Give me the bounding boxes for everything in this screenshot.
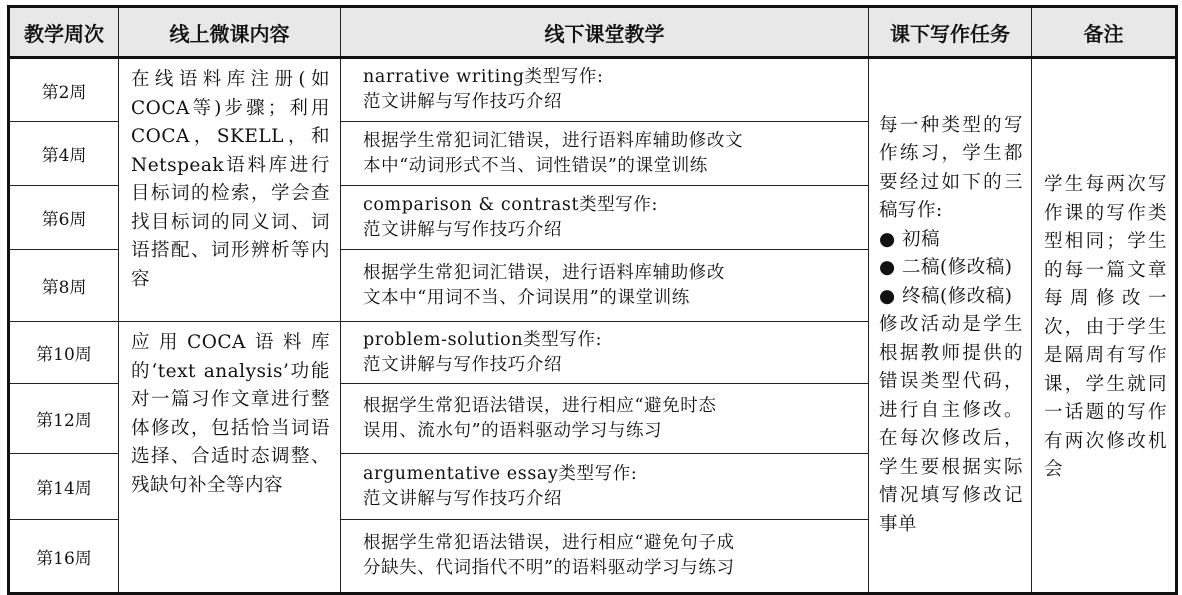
writing-task-cell: [869, 58, 1032, 594]
task-draft-2: ● 二稿(修改稿): [879, 257, 1013, 279]
header-online: 线上微课内容: [119, 7, 341, 58]
task-draft-1: ● 初稿: [879, 228, 941, 250]
classroom-cell: [341, 122, 869, 186]
classroom-line: 范文讲解与写作技巧介绍: [363, 488, 563, 509]
classroom-line: comparison & contrast类型写作:: [363, 194, 658, 215]
classroom-line: 分缺失、代词指代不明”的语料驱动学习与练习: [363, 558, 735, 578]
classroom-line: argumentative essay类型写作:: [363, 463, 638, 484]
header-classroom: 线下课堂教学: [341, 7, 869, 58]
task-intro: 每一种类型的写作练习，学生都要经过如下的三稿写作:: [879, 114, 1023, 222]
week-cell: 第10周: [9, 322, 119, 384]
note-text: 学生每两次写作课的写作类型相同；学生的每一篇文章每周修改一次，由于学生是隔周有写作课，学生就同一话题的写作有两次修改机会: [1044, 174, 1167, 481]
classroom-line: problem-solution类型写作:: [363, 329, 603, 350]
note-cell: [1032, 58, 1177, 594]
classroom-cell: [341, 186, 869, 250]
online-text: 应用COCA语料库的‘text analysis’功能对一篇习作文章进行整体修改，包括恰当词语选择、合适时态调整、残缺句补全等内容: [131, 332, 330, 496]
header-task: 课下写作任务: [869, 7, 1032, 58]
classroom-line: 范文讲解与写作技巧介绍: [363, 354, 563, 375]
classroom-line: 文本中“用词不当、介词误用”的课堂训练: [363, 287, 690, 308]
online-content-1: [119, 58, 341, 322]
classroom-cell: [341, 384, 869, 454]
task-outro: 修改活动是学生根据教师提供的错误类型代码，进行自主修改。在每次修改后，学生要根据实际情况填写修改记事单: [879, 314, 1023, 535]
week-cell: 第4周: [9, 122, 119, 186]
classroom-line: 根据学生常犯语法错误，进行相应“避免句子成: [363, 533, 735, 553]
classroom-cell: [341, 322, 869, 384]
table-row: [9, 58, 1177, 122]
schedule-table: [7, 5, 1178, 595]
classroom-cell: [341, 454, 869, 520]
classroom-line: narrative writing类型写作:: [363, 67, 604, 87]
classroom-cell: [341, 520, 869, 594]
classroom-line: 根据学生常犯语法错误，进行相应“避免时态: [363, 395, 717, 416]
week-cell: 第6周: [9, 186, 119, 250]
online-content-2: [119, 322, 341, 594]
teaching-schedule: [7, 5, 1175, 589]
week-cell: 第2周: [9, 58, 119, 122]
week-cell: 第8周: [9, 250, 119, 322]
classroom-line: 本中“动词形式不当、词性错误”的课堂训练: [363, 155, 708, 176]
classroom-line: 根据学生常犯词汇错误，进行语料库辅助修改文: [363, 130, 744, 151]
week-cell: 第14周: [9, 454, 119, 520]
header-row: [9, 7, 1177, 58]
classroom-line: 误用、流水句”的语料驱动学习与练习: [363, 420, 663, 441]
classroom-line: 范文讲解与写作技巧介绍: [363, 219, 563, 240]
week-cell: 第12周: [9, 384, 119, 454]
online-text: 在线语料库注册(如COCA等)步骤；利用COCA，SKELL，和Netspeak语料库进行目标词的检索，学会查找目标词的同义词、词语搭配、词形辨析等内容: [131, 69, 330, 290]
task-draft-3: ● 终稿(修改稿): [879, 285, 1013, 307]
classroom-cell: [341, 250, 869, 322]
week-cell: 第16周: [9, 520, 119, 594]
classroom-line: 范文讲解与写作技巧介绍: [363, 92, 563, 112]
classroom-line: 根据学生常犯词汇错误，进行语料库辅助修改: [363, 262, 725, 283]
header-note: 备注: [1032, 7, 1177, 58]
header-week: 教学周次: [9, 7, 119, 58]
classroom-cell: [341, 58, 869, 122]
